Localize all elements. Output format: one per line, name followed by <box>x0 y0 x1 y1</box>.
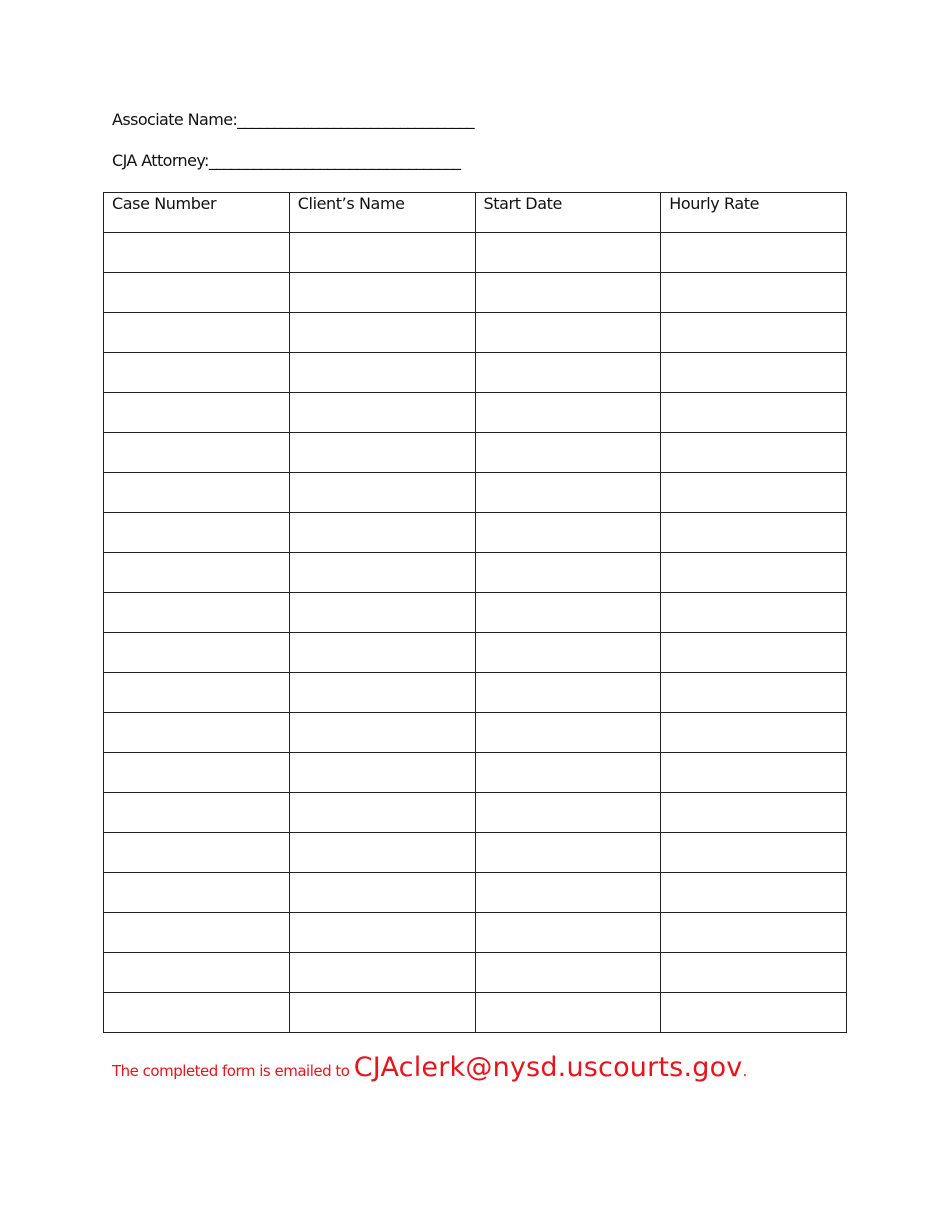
header-clients-name: Client’s Name <box>289 193 475 233</box>
table-row <box>104 673 847 713</box>
start-date-cell[interactable] <box>475 753 661 793</box>
cja-attorney-blank[interactable]: __________________________________ <box>208 151 461 170</box>
case-number-cell[interactable] <box>104 233 290 273</box>
table-row <box>104 593 847 633</box>
case-number-cell[interactable] <box>104 993 290 1033</box>
case-number-cell[interactable] <box>104 633 290 673</box>
clients-name-cell[interactable] <box>289 233 475 273</box>
start-date-cell[interactable] <box>475 473 661 513</box>
clients-name-cell[interactable] <box>289 913 475 953</box>
footer-note-suffix: . <box>742 1062 747 1080</box>
clients-name-cell[interactable] <box>289 833 475 873</box>
hourly-rate-cell[interactable] <box>661 953 847 993</box>
header-start-date: Start Date <box>475 193 661 233</box>
start-date-cell[interactable] <box>475 913 661 953</box>
case-rows <box>104 233 847 1033</box>
hourly-rate-cell[interactable] <box>661 473 847 513</box>
cja-attorney-field <box>112 151 460 170</box>
clients-name-cell[interactable] <box>289 673 475 713</box>
start-date-cell[interactable] <box>475 673 661 713</box>
table-row <box>104 233 847 273</box>
table-row <box>104 273 847 313</box>
hourly-rate-cell[interactable] <box>661 593 847 633</box>
case-number-cell[interactable] <box>104 673 290 713</box>
table-row <box>104 753 847 793</box>
hourly-rate-cell[interactable] <box>661 273 847 313</box>
clients-name-cell[interactable] <box>289 593 475 633</box>
clients-name-cell[interactable] <box>289 513 475 553</box>
footer-note-prefix: The completed form is emailed to <box>112 1062 354 1080</box>
hourly-rate-cell[interactable] <box>661 913 847 953</box>
case-number-cell[interactable] <box>104 833 290 873</box>
start-date-cell[interactable] <box>475 393 661 433</box>
start-date-cell[interactable] <box>475 313 661 353</box>
table-row <box>104 953 847 993</box>
table-row <box>104 793 847 833</box>
clients-name-cell[interactable] <box>289 873 475 913</box>
hourly-rate-cell[interactable] <box>661 993 847 1033</box>
clients-name-cell[interactable] <box>289 753 475 793</box>
clients-name-cell[interactable] <box>289 553 475 593</box>
table-row <box>104 713 847 753</box>
table-row <box>104 393 847 433</box>
clients-name-cell[interactable] <box>289 433 475 473</box>
start-date-cell[interactable] <box>475 273 661 313</box>
start-date-cell[interactable] <box>475 873 661 913</box>
start-date-cell[interactable] <box>475 353 661 393</box>
associate-name-label: Associate Name: <box>112 110 238 129</box>
start-date-cell[interactable] <box>475 953 661 993</box>
clients-name-cell[interactable] <box>289 473 475 513</box>
hourly-rate-cell[interactable] <box>661 833 847 873</box>
table-row <box>104 513 847 553</box>
case-number-cell[interactable] <box>104 433 290 473</box>
start-date-cell[interactable] <box>475 993 661 1033</box>
clients-name-cell[interactable] <box>289 273 475 313</box>
hourly-rate-cell[interactable] <box>661 713 847 753</box>
start-date-cell[interactable] <box>475 433 661 473</box>
case-number-cell[interactable] <box>104 513 290 553</box>
case-number-cell[interactable] <box>104 593 290 633</box>
clients-name-cell[interactable] <box>289 353 475 393</box>
case-number-cell[interactable] <box>104 793 290 833</box>
header-hourly-rate: Hourly Rate <box>661 193 847 233</box>
clients-name-cell[interactable] <box>289 793 475 833</box>
clients-name-cell[interactable] <box>289 633 475 673</box>
table-row <box>104 313 847 353</box>
table-row <box>104 353 847 393</box>
case-number-cell[interactable] <box>104 553 290 593</box>
case-number-cell[interactable] <box>104 393 290 433</box>
start-date-cell[interactable] <box>475 553 661 593</box>
start-date-cell[interactable] <box>475 633 661 673</box>
cja-attorney-label: CJA Attorney: <box>112 151 209 170</box>
case-number-cell[interactable] <box>104 953 290 993</box>
table-row <box>104 913 847 953</box>
table-row <box>104 473 847 513</box>
hourly-rate-cell[interactable] <box>661 313 847 353</box>
table-header-row <box>104 193 847 233</box>
associate-name-field <box>112 110 474 129</box>
hourly-rate-cell[interactable] <box>661 233 847 273</box>
table-row <box>104 873 847 913</box>
case-number-cell[interactable] <box>104 353 290 393</box>
header-case-number: Case Number <box>104 193 290 233</box>
hourly-rate-cell[interactable] <box>661 353 847 393</box>
start-date-cell[interactable] <box>475 233 661 273</box>
case-number-cell[interactable] <box>104 753 290 793</box>
hourly-rate-cell[interactable] <box>661 513 847 553</box>
case-number-cell[interactable] <box>104 713 290 753</box>
clients-name-cell[interactable] <box>289 713 475 753</box>
hourly-rate-cell[interactable] <box>661 633 847 673</box>
table-row <box>104 433 847 473</box>
associate-name-blank[interactable]: ________________________________ <box>237 110 475 129</box>
footer-email[interactable]: CJAclerk@nysd.uscourts.gov <box>353 1052 743 1083</box>
clients-name-cell[interactable] <box>289 313 475 353</box>
table-row <box>104 553 847 593</box>
hourly-rate-cell[interactable] <box>661 873 847 913</box>
start-date-cell[interactable] <box>475 593 661 633</box>
start-date-cell[interactable] <box>475 713 661 753</box>
start-date-cell[interactable] <box>475 513 661 553</box>
footer-note <box>112 1052 747 1083</box>
hourly-rate-cell[interactable] <box>661 393 847 433</box>
start-date-cell[interactable] <box>475 833 661 873</box>
hourly-rate-cell[interactable] <box>661 433 847 473</box>
hourly-rate-cell[interactable] <box>661 793 847 833</box>
case-table <box>103 192 847 1033</box>
clients-name-cell[interactable] <box>289 953 475 993</box>
case-number-cell[interactable] <box>104 313 290 353</box>
hourly-rate-cell[interactable] <box>661 753 847 793</box>
clients-name-cell[interactable] <box>289 393 475 433</box>
case-number-cell[interactable] <box>104 473 290 513</box>
table-row <box>104 833 847 873</box>
start-date-cell[interactable] <box>475 793 661 833</box>
case-number-cell[interactable] <box>104 873 290 913</box>
hourly-rate-cell[interactable] <box>661 673 847 713</box>
case-number-cell[interactable] <box>104 273 290 313</box>
table-row <box>104 993 847 1033</box>
hourly-rate-cell[interactable] <box>661 553 847 593</box>
case-number-cell[interactable] <box>104 913 290 953</box>
table-row <box>104 633 847 673</box>
clients-name-cell[interactable] <box>289 993 475 1033</box>
